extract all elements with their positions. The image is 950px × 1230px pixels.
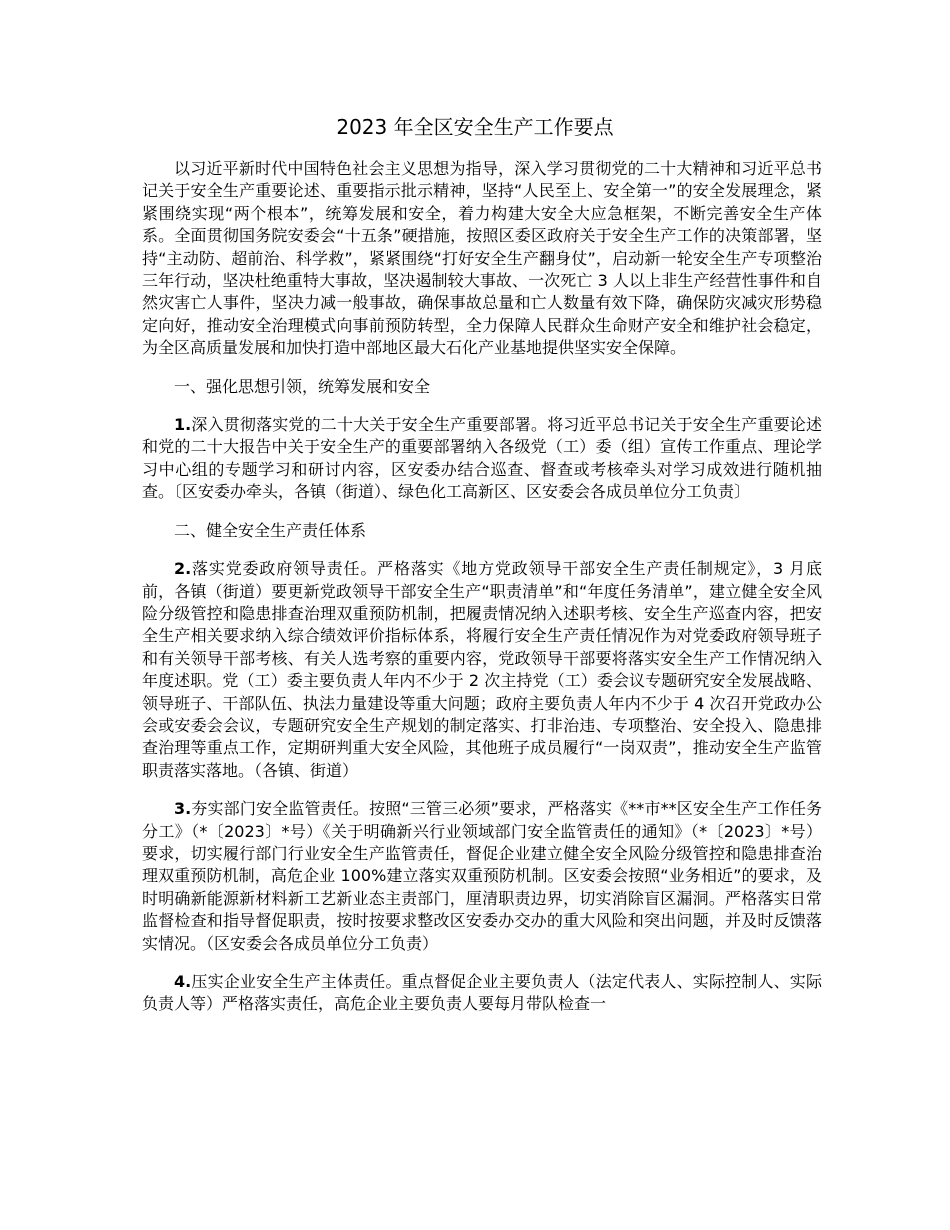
item-text-2: 落实党委政府领导责任。严格落实《地方党政领导干部安全生产责任制规定》，3 月底前，各镇（街道）要更新党政领导干部安全生产“职责清单”和“年度任务清单”，建立健全安全风险分级管控和隐患排查治理双重预防机制，把履责情况纳入述职考核、安全生产巡查内容，把安全生产相关要求纳入综合绩效评价指标体系，将履行安全生产责任情况作为对党委政府领导班子和有关领导干部考核、有关人选考察的重要内容，党政领导干部要将落实安全生产工作情况纳入年度述职。党（工）委主要负责人年内不少于 2 次主持党（工）委会议专题研究安全发展战略、领导班子、干部队伍、执法力量建设等重大问题；政府主要负责人年内不少于 4 次召开党政办公会或安委会会议，专题研究安全生产规划的制定落实、打非治违、专项整治、安全投入、隐患排查治理等重点工作，定期研判重大安全风险，其他班子成员履行“一岗双责”，推动安全生产监管职责落实落地。（各镇、街道） [142,559,822,780]
section-heading-2: 二、健全安全生产责任体系 [174,520,367,540]
item-text-1: 深入贯彻落实党的二十大关于安全生产重要部署。将习近平总书记关于安全生产重要论述和党的二十大报告中关于安全生产的重要部署纳入各级党（工）委（组）宣传工作重点、理论学习中心组的专题学习和研讨内容，区安委办结合巡查、督查或考核牵头对学习成效进行随机抽查。〔区安委办牵头，各镇（街道）、绿色化工高新区、区安委会各成员单位分工负责〕 [142,415,822,502]
document-body [142,158,822,1016]
item-number-1: 1. [174,415,192,435]
document-title: 2023 年全区安全生产工作要点 [336,115,614,139]
item-number-2: 2. [174,559,192,579]
item-text-4: 压实企业安全生产主体责任。重点督促企业主要负责人（法定代表人、实际控制人、实际负责人等）严格落实责任，高危企业主要负责人要每月带队检查一 [142,972,822,1014]
item-paragraph-4 [142,971,822,1016]
intro-paragraph: 以习近平新时代中国特色社会主义思想为指导，深入学习贯彻党的二十大精神和习近平总书记关于安全生产重要论述、重要指示批示精神，坚持“人民至上、安全第一”的安全发展理念，紧紧围绕实现“两个根本”，统筹发展和安全，着力构建大安全大应急框架，不断完善安全生产体系。全面贯彻国务院安委会“十五条”硬措施，按照区委区政府关于安全生产工作的决策部署，坚持“主动防、超前治、科学救”，紧紧围绕“打好安全生产翻身仗”，启动新一轮安全生产专项整治三年行动，坚决杜绝重特大事故，坚决遏制较大事故、一次死亡 3 人以上非生产经营性事件和自然灾害亡人事件，坚决力减一般事故，确保事故总量和亡人数量有效下降，确保防灾减灾形势稳定向好，推动安全治理模式向事前预防转型，全力保障人民群众生命财产安全和维护社会稳定，为全区高质量发展和加快打造中部地区最大石化产业基地提供坚实安全保障。 [142,159,822,358]
item-number-3: 3. [174,799,192,819]
item-paragraph-3 [142,798,822,955]
item-text-3: 夯实部门安全监管责任。按照“三管三必须”要求，严格落实《**市**区安全生产工作任务分工》（*〔2023〕*号）《关于明确新兴行业领域部门安全监管责任的通知》（*〔2023〕*号）要求，切实履行部门行业安全生产监管责任，督促企业建立健全安全风险分级管控和隐患排查治理双重预防机制，高危企业 100%建立落实双重预防机制。区安委会按照“业务相近”的要求，及时明确新能源新材料新工艺新业态主责部门，厘清职责边界，切实消除盲区漏洞。严格落实日常监督检查和指导督促职责，按时按要求整改区安委办交办的重大风险和突出问题，并及时反馈落实情况。（区安委会各成员单位分工负责） [142,799,822,953]
item-paragraph-2 [142,558,822,782]
item-paragraph-1 [142,414,822,504]
section-heading-1: 一、强化思想引领，统筹发展和安全 [174,376,431,396]
item-number-4: 4. [174,972,192,991]
